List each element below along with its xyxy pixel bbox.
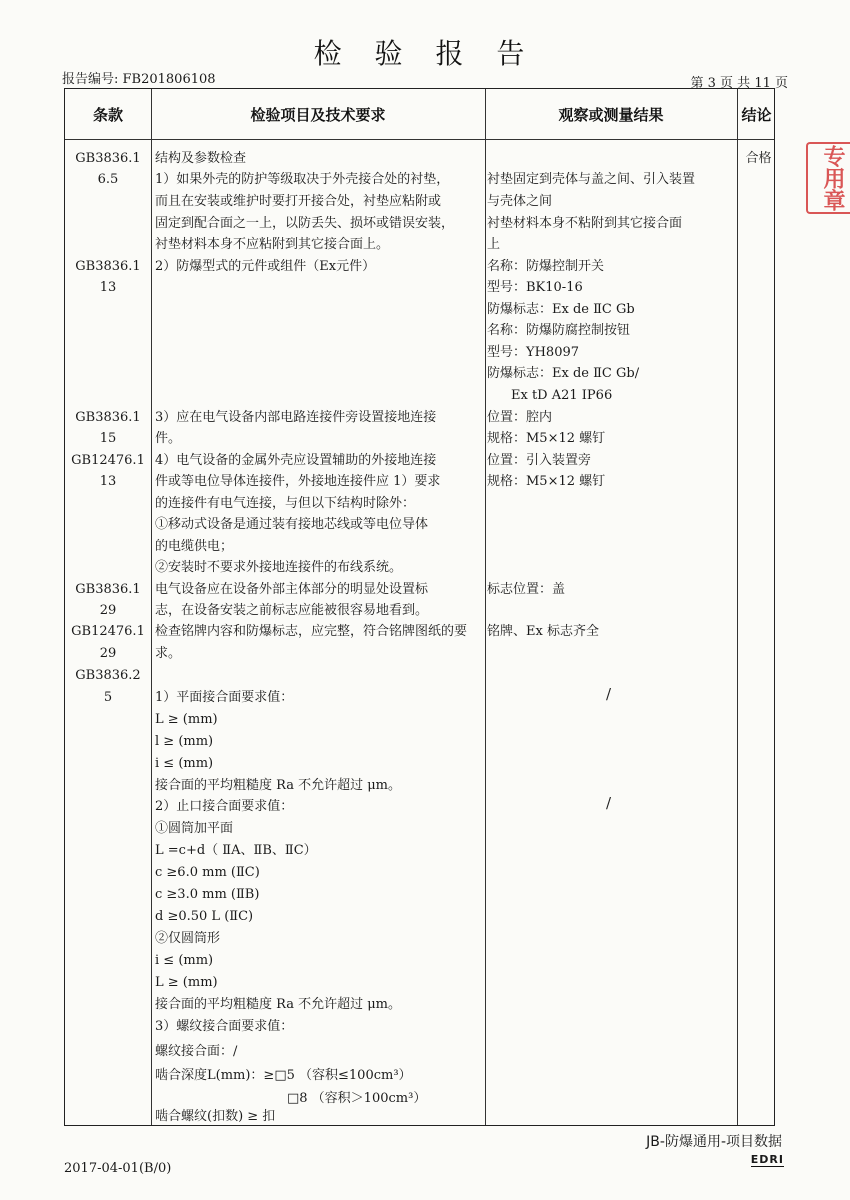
requirement-line: L ≥ (mm) [155, 712, 218, 727]
report-title: 检 验 报 告 [313, 37, 537, 70]
red-stamp: 专用章 [806, 142, 850, 214]
requirement-line: 4）电气设备的金属外壳应设置辅助的外接地连接 [155, 453, 437, 468]
requirement-line: i ≤ (mm) [155, 953, 214, 968]
requirement-line: 接合面的平均粗糙度 Ra 不允许超过 μm。 [155, 778, 402, 793]
requirement-line: 的电缆供电； [155, 539, 234, 554]
header-divider [65, 139, 774, 140]
clause-line: GB3836.1 [75, 151, 141, 166]
result-line: 铭牌、Ex 标志齐全 [487, 624, 599, 639]
clause-line: 13 [99, 280, 117, 295]
clause-line: 13 [99, 474, 117, 489]
page-number: 第 3 页 共 11 页 [690, 76, 788, 91]
footer-label: JB-防爆通用-项目数据 [646, 1134, 782, 1150]
requirement-line: l ≥ (mm) [155, 734, 214, 749]
header-conclusion: 结论 [741, 105, 772, 124]
requirement-line: ①移动式设备是通过装有接地芯线或等电位导体 [155, 517, 429, 532]
header-result: 观察或测量结果 [558, 105, 664, 124]
result-line: 上 [487, 237, 501, 252]
requirement-line: 1）如果外壳的防护等级取决于外壳接合处的衬垫， [155, 172, 450, 187]
result-line: 防爆标志：Ex de ⅡC Gb/ [487, 366, 640, 381]
requirement-line: □8 （容积＞100cm³） [287, 1091, 427, 1106]
requirement-line: 接合面的平均粗糙度 Ra 不允许超过 μm。 [155, 997, 402, 1012]
requirement-line: ①圆筒加平面 [155, 821, 234, 836]
clause-line: 5 [103, 690, 113, 705]
requirement-line: ②安装时不要求外接地连接件的布线系统。 [155, 560, 403, 575]
conclusion-value: 合格 [745, 151, 772, 166]
clause-line: 6.5 [97, 172, 119, 187]
clause-line: GB3836.1 [75, 582, 141, 597]
result-line: 型号：YH8097 [487, 345, 580, 360]
result-slash: / [606, 685, 612, 703]
result-line: Ex tD A21 IP66 [511, 388, 613, 403]
clause-line: GB3836.1 [75, 259, 141, 274]
clause-line: GB3836.2 [75, 668, 141, 683]
header-clause: 条款 [92, 105, 123, 124]
clause-line: GB12476.1 [71, 453, 145, 468]
clause-line: 29 [99, 603, 117, 618]
header-requirement: 检验项目及技术要求 [250, 105, 386, 124]
result-line: 防爆标志：Ex de ⅡC Gb [487, 302, 635, 317]
inspection-table [64, 88, 775, 1126]
result-line: 规格：M5×12 螺钉 [487, 474, 606, 489]
clause-line: GB3836.1 [75, 410, 141, 425]
requirement-line: 啮合深度L(mm)：≥□5 （容积≤100cm³） [155, 1068, 412, 1083]
clause-line: GB12476.1 [71, 624, 145, 639]
clause-line: 29 [99, 646, 117, 661]
requirement-line: 2）防爆型式的元件或组件（Ex元件） [155, 259, 376, 274]
requirement-line: 固定到配合面之一上，以防丢失、损坏或错误安装， [155, 216, 455, 231]
requirement-line: 3）螺纹接合面要求值： [155, 1019, 294, 1034]
result-line: 衬垫固定到壳体与盖之间、引入装置 [487, 172, 696, 187]
col-divider [737, 89, 738, 1125]
requirement-line: d ≥0.50 L (ⅡC) [155, 909, 254, 924]
requirement-line: L ≥ (mm) [155, 975, 218, 990]
document-date: 2017-04-01(B/0) [64, 1161, 172, 1176]
requirement-line: c ≥6.0 mm (ⅡC) [155, 865, 260, 880]
requirement-line: L =c+d（ ⅡA、ⅡB、ⅡC） [155, 843, 317, 858]
requirement-line: 2）止口接合面要求值： [155, 799, 294, 814]
result-line: 规格：M5×12 螺钉 [487, 431, 606, 446]
requirement-line: 1）平面接合面要求值： [155, 690, 294, 705]
clause-line: 15 [99, 431, 117, 446]
result-line: 名称：防爆控制开关 [487, 259, 605, 274]
requirement-line: ②仅圆筒形 [155, 931, 221, 946]
requirement-line: 螺纹接合面：/ [155, 1044, 238, 1059]
result-line: 型号：BK10-16 [487, 280, 583, 295]
requirement-line: 而且在安装或维护时要打开接合处，衬垫应粘附或 [155, 194, 442, 209]
result-slash: / [606, 794, 612, 812]
report-number: 报告编号: FB201806108 [62, 72, 216, 87]
requirement-line: i ≤ (mm) [155, 756, 214, 771]
requirement-line: 3）应在电气设备内部电路连接件旁设置接地连接 [155, 410, 437, 425]
result-line: 位置：腔内 [487, 410, 553, 425]
result-line: 名称：防爆防腐控制按钮 [487, 323, 631, 338]
result-line: 位置：引入装置旁 [487, 453, 592, 468]
requirement-line: c ≥3.0 mm (ⅡB) [155, 887, 260, 902]
requirement-line: 结构及参数检查 [155, 151, 247, 166]
requirement-line: 求。 [155, 646, 182, 661]
col-divider [151, 89, 152, 1125]
col-divider [485, 89, 486, 1125]
requirement-line: 衬垫材料本身不应粘附到其它接合面上。 [155, 237, 390, 252]
requirement-line: 件。 [155, 431, 182, 446]
requirement-line: 啮合螺纹(扣数) ≥ 扣 [155, 1109, 276, 1124]
requirement-line: 检查铭牌内容和防爆标志，应完整，符合铭牌图纸的要 [155, 624, 468, 639]
edri-logo: EDRI [750, 1153, 784, 1166]
requirement-line: 电气设备应在设备外部主体部分的明显处设置标 [155, 582, 429, 597]
requirement-line: 的连接件有电气连接，与但以下结构时除外： [155, 496, 416, 511]
result-line: 衬垫材料本身不粘附到其它接合面 [487, 216, 683, 231]
result-line: 标志位置：盖 [487, 582, 566, 597]
requirement-line: 志，在设备安装之前标志应能被很容易地看到。 [155, 603, 429, 618]
result-line: 与壳体之间 [487, 194, 553, 209]
requirement-line: 件或等电位导体连接件，外接地连接件应 1）要求 [155, 474, 441, 489]
